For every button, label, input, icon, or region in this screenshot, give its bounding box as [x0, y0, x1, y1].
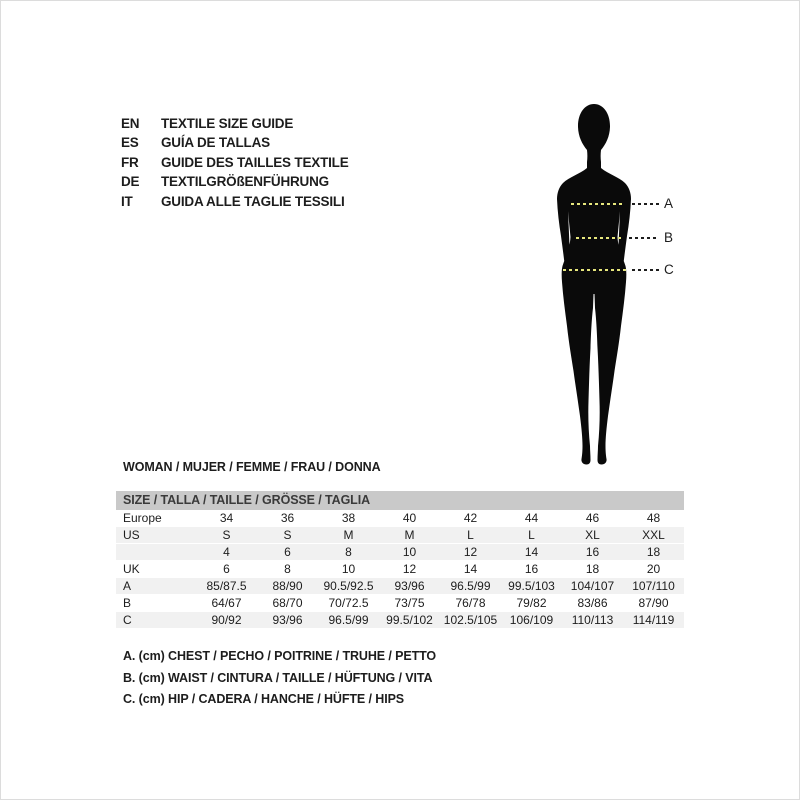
waist-line-connector — [629, 237, 659, 239]
table-cell: 106/109 — [509, 613, 554, 627]
table-row — [116, 527, 684, 544]
size-table-header: SIZE / TALLA / TAILLE / GRÖSSE / TAGLIA — [116, 491, 684, 510]
table-cell: 34 — [219, 511, 234, 525]
table-cell: 20 — [646, 562, 661, 576]
section-title: WOMAN / MUJER / FEMME / FRAU / DONNA — [123, 460, 381, 474]
table-cell: 99.5/102 — [386, 613, 433, 627]
legend-line: C. (cm) HIP / CADERA / HANCHE / HÜFTE / HIPS — [123, 692, 405, 707]
table-row — [116, 510, 684, 527]
language-code: IT — [121, 193, 133, 209]
table-row — [116, 578, 684, 595]
language-list — [121, 114, 349, 211]
legend-line: A. (cm) CHEST / PECHO / POITRINE / TRUHE / PETTO — [123, 649, 437, 663]
table-cell: 16 — [585, 545, 600, 559]
table-cell: 96.5/99 — [328, 613, 369, 627]
table-row — [116, 561, 684, 578]
table-cell: 73/75 — [394, 596, 425, 610]
chest-measure-label: A — [664, 196, 674, 211]
language-code: EN — [121, 116, 140, 131]
language-row — [121, 153, 349, 172]
waist-measure-label: B — [664, 230, 674, 245]
table-cell: 14 — [463, 562, 478, 576]
size-table-body — [116, 510, 684, 629]
language-row — [121, 133, 349, 152]
waist-line-on-body — [576, 237, 621, 239]
table-cell: 93/96 — [272, 613, 303, 627]
woman-silhouette — [544, 96, 664, 471]
table-cell: 18 — [585, 562, 600, 576]
table-cell: 14 — [524, 545, 539, 559]
language-row — [121, 172, 349, 191]
legend — [123, 646, 436, 711]
table-cell: 12 — [463, 545, 478, 559]
table-cell: 48 — [646, 511, 661, 525]
table-cell: 76/78 — [455, 596, 486, 610]
table-cell: 8 — [345, 545, 352, 559]
table-row — [116, 612, 684, 629]
table-cell: 68/70 — [272, 596, 303, 610]
language-label: GUIDE DES TAILLES TEXTILE — [161, 154, 349, 170]
table-cell: 46 — [585, 511, 600, 525]
table-cell: M — [343, 528, 354, 542]
row-label: B — [123, 596, 132, 610]
table-cell: 70/72.5 — [328, 596, 369, 610]
table-cell: M — [404, 528, 415, 542]
table-cell: 16 — [524, 562, 539, 576]
table-cell: 110/113 — [571, 613, 614, 627]
table-cell: 36 — [280, 511, 295, 525]
table-cell: 44 — [524, 511, 539, 525]
table-cell: 4 — [223, 545, 230, 559]
table-cell: S — [283, 528, 292, 542]
language-code: DE — [121, 174, 140, 190]
table-cell: 87/90 — [638, 596, 669, 610]
language-label: TEXTILGRÖßENFÜHRUNG — [161, 174, 329, 190]
language-code: ES — [121, 135, 139, 151]
table-cell: 114/119 — [632, 613, 675, 627]
chest-line-connector — [632, 203, 659, 205]
hip-measure-label: C — [664, 262, 674, 277]
table-cell: 104/107 — [570, 579, 615, 593]
table-row — [116, 595, 684, 612]
table-cell: 83/86 — [577, 596, 608, 610]
table-cell: 8 — [284, 562, 291, 576]
row-label — [116, 544, 196, 560]
table-cell: 6 — [223, 562, 230, 576]
table-cell: 18 — [646, 545, 661, 559]
row-label: Europe — [123, 511, 162, 525]
language-label: GUÍA DE TALLAS — [161, 135, 270, 151]
language-row — [121, 192, 349, 211]
table-cell: 10 — [341, 562, 356, 576]
row-label: US — [123, 528, 140, 542]
table-cell: 12 — [402, 562, 417, 576]
table-cell: 79/82 — [516, 596, 547, 610]
table-cell: 102.5/105 — [443, 613, 498, 627]
row-label: A — [123, 579, 132, 593]
table-cell: 40 — [402, 511, 417, 525]
language-label: GUIDA ALLE TAGLIE TESSILI — [161, 193, 345, 209]
table-cell: L — [528, 528, 535, 542]
language-code: FR — [121, 154, 139, 170]
table-cell: 90/92 — [211, 613, 242, 627]
table-cell: 88/90 — [272, 579, 303, 593]
woman-silhouette-figure — [544, 96, 664, 471]
table-cell: 42 — [463, 511, 478, 525]
table-row — [116, 544, 684, 561]
legend-line: B. (cm) WAIST / CINTURA / TAILLE / HÜFTUNG / VITA — [123, 670, 433, 685]
table-cell: 10 — [402, 545, 417, 559]
row-label: C — [123, 613, 132, 627]
table-cell: 93/96 — [394, 579, 425, 593]
table-cell: 96.5/99 — [450, 579, 491, 593]
row-label: UK — [123, 562, 140, 576]
table-cell: XL — [585, 528, 600, 542]
size-table — [116, 491, 684, 629]
table-cell: 38 — [341, 511, 356, 525]
table-cell: 99.5/103 — [508, 579, 555, 593]
chest-line-on-body — [571, 203, 623, 205]
hip-line-on-body — [563, 269, 627, 271]
table-cell: S — [222, 528, 231, 542]
language-row — [121, 114, 349, 133]
table-cell: 85/87.5 — [206, 579, 247, 593]
table-cell: 64/67 — [211, 596, 242, 610]
table-cell: XXL — [642, 528, 665, 542]
hip-line-connector — [632, 269, 659, 271]
table-cell: L — [467, 528, 474, 542]
table-cell: 6 — [284, 545, 291, 559]
table-cell: 107/110 — [632, 579, 675, 593]
language-label: TEXTILE SIZE GUIDE — [161, 116, 294, 131]
table-cell: 90.5/92.5 — [323, 579, 374, 593]
